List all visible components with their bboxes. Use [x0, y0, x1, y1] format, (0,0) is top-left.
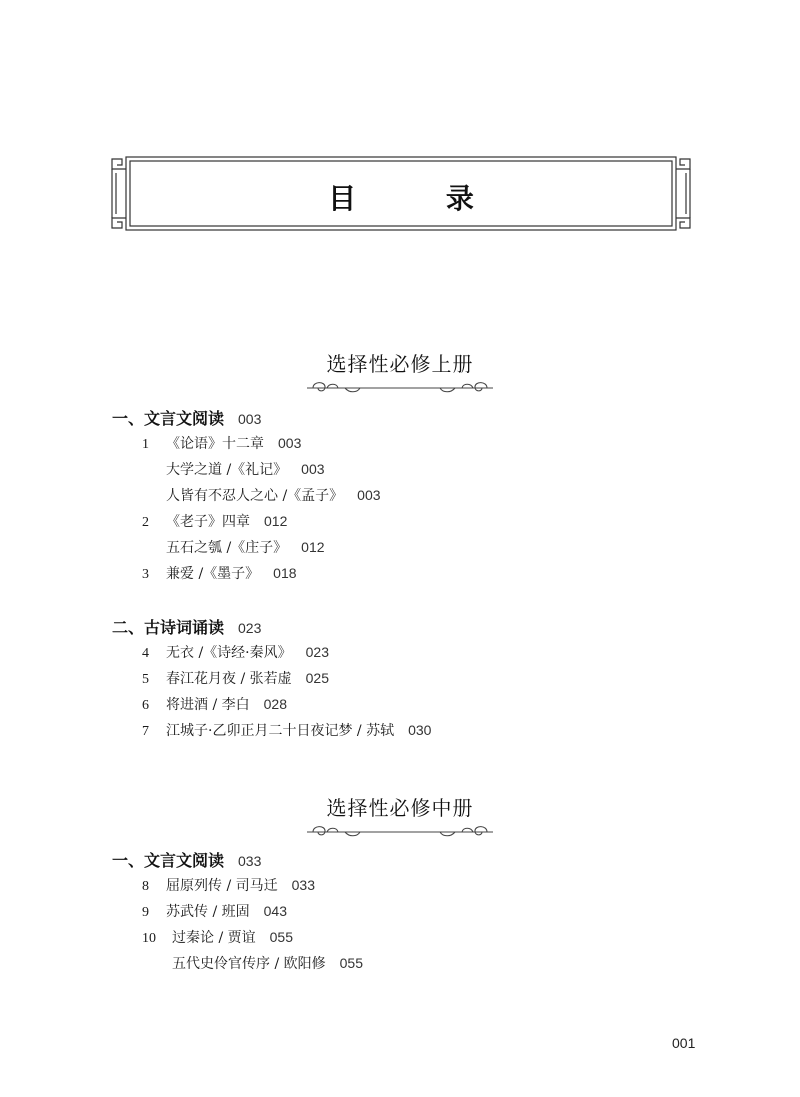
toc-entry[interactable]: 2 《老子》四章 012: [142, 513, 288, 530]
page-ref: 023: [238, 620, 262, 636]
cloud-ornament-icon: [305, 379, 495, 397]
title-frame: [108, 155, 694, 232]
toc-entry[interactable]: 五石之瓠 /《庄子》 012: [166, 539, 325, 556]
part-heading[interactable]: 一、文言文阅读 033: [112, 851, 262, 870]
section-title: 选择性必修上册: [326, 352, 474, 376]
toc-entry[interactable]: 4 无衣 /《诗经·秦风》 023: [142, 644, 329, 661]
toc-entry[interactable]: 10 过秦论 / 贾谊 055: [142, 929, 293, 946]
toc-entry[interactable]: 6 将进酒 / 李白 028: [142, 696, 287, 713]
page-ref: 003: [238, 411, 262, 427]
toc-entry[interactable]: 3 兼爱 /《墨子》 018: [142, 565, 297, 582]
toc-entry[interactable]: 8 屈原列传 / 司马迁 033: [142, 877, 315, 894]
section-header-1: [0, 348, 800, 397]
toc-entry[interactable]: 五代史伶官传序 / 欧阳修 055: [172, 955, 363, 972]
toc-entry[interactable]: 9 苏武传 / 班固 043: [142, 903, 287, 920]
page-title: 目 录: [328, 182, 514, 215]
page-ref: 033: [238, 853, 262, 869]
toc-entry[interactable]: 5 春江花月夜 / 张若虚 025: [142, 670, 329, 687]
toc-entry[interactable]: 人皆有不忍人之心 /《孟子》 003: [166, 487, 381, 504]
toc-entry[interactable]: 大学之道 /《礼记》 003: [166, 461, 325, 478]
section-title: 选择性必修中册: [326, 796, 474, 820]
page-number: 001: [672, 1035, 696, 1051]
toc-entry[interactable]: 1 《论语》十二章 003: [142, 435, 302, 452]
part-heading[interactable]: 一、文言文阅读 003: [112, 409, 262, 428]
toc-entry[interactable]: 7 江城子·乙卯正月二十日夜记梦 / 苏轼 030: [142, 722, 432, 739]
part-heading[interactable]: 二、古诗词诵读 023: [112, 618, 262, 637]
section-header-2: [0, 792, 800, 841]
cloud-ornament-icon: [305, 823, 495, 841]
